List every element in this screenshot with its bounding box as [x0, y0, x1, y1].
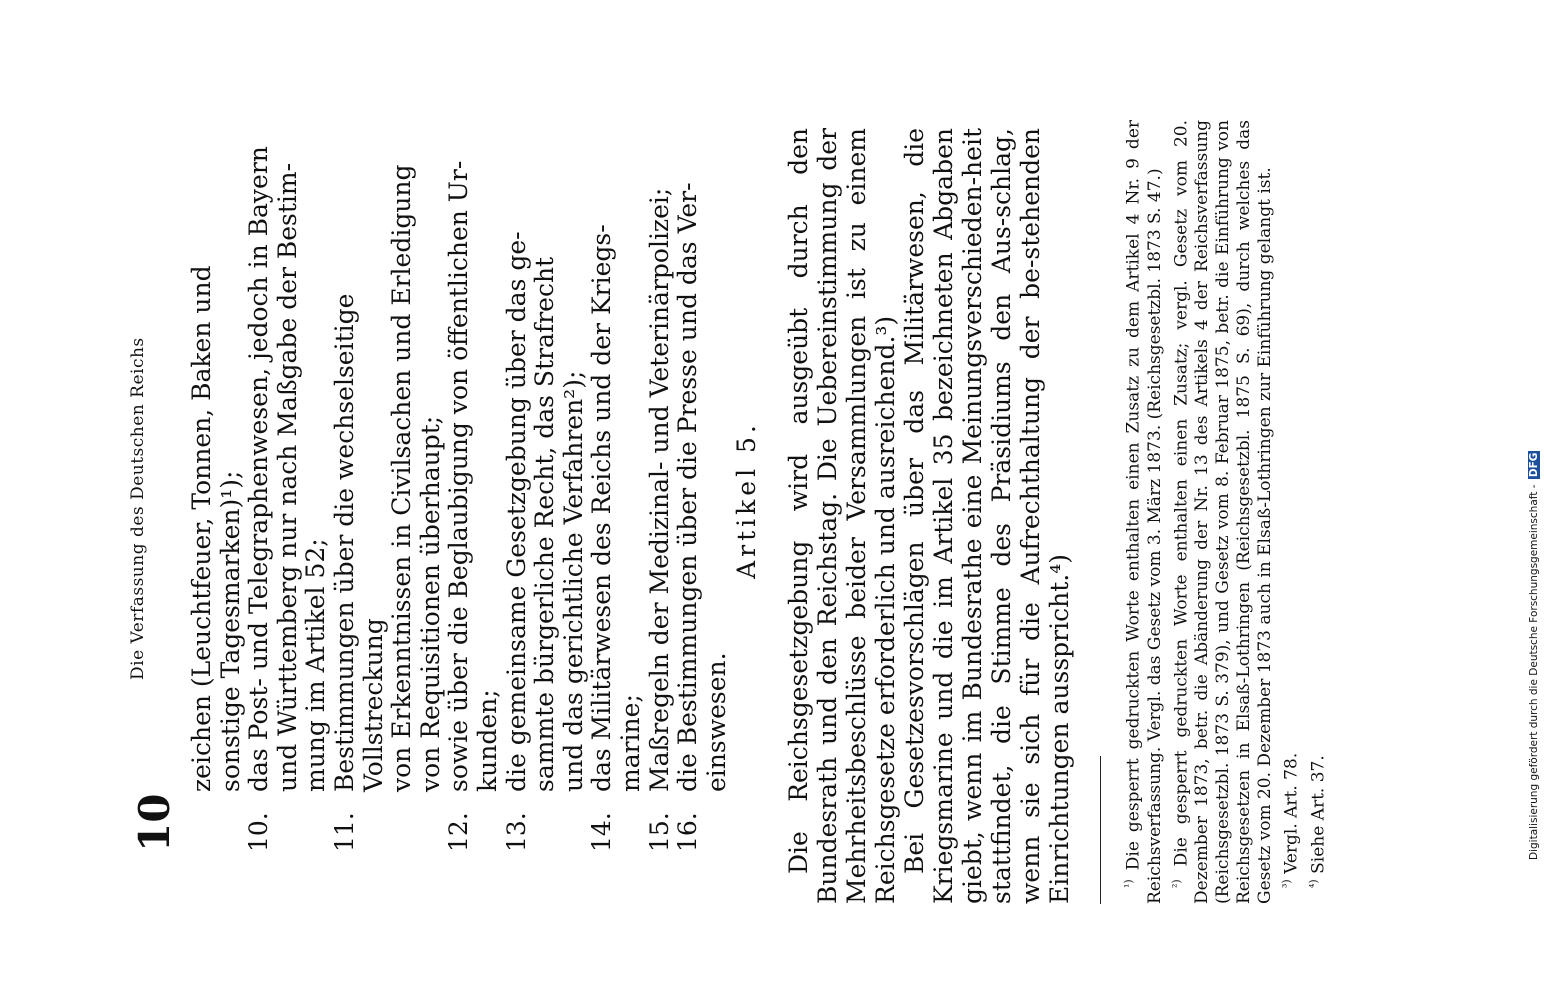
list-item-line: marine; [615, 694, 645, 792]
list-item-line: sammte bürgerliche Recht, das Strafrecht [530, 256, 560, 792]
list-item-number: 15. [644, 812, 674, 852]
footnote [1166, 120, 1277, 904]
list-item-line: und das gerichtliche Verfahren²); [558, 370, 588, 792]
article-paragraph: Die Reichsgesetzgebung wird ausgeübt durch den Bundesrath und den Reichstag. Die Uebereinstimmung der Mehrheitsbeschlüsse beider Versammlungen ist zu einem Reichsgesetze erforderlich und ausreichend.³) [784, 128, 900, 904]
list-item [588, 132, 645, 852]
list-item-line: von Erkenntnissen in Civilsachen und Erledigung [387, 164, 417, 792]
list-item-number: 16. [673, 812, 703, 852]
list-item [674, 132, 731, 852]
footnote-mark: ²) [1169, 879, 1183, 888]
running-head: Die Verfassung des Deutschen Reichs [128, 337, 148, 680]
list-item-line: von Requisitionen überhaupt; [415, 415, 445, 792]
list-item-line: das Militärwesen des Reichs und der Kriegs- [587, 224, 617, 792]
list-lead-line: zeichen (Leuchtfeuer, Tonnen, Baken und [187, 265, 216, 792]
list-item [646, 132, 675, 852]
list-item-line: die Bestimmungen über die Presse und das Ver- [673, 182, 703, 792]
page-number: 10 [130, 793, 179, 852]
list-item-line: einswesen. [701, 652, 731, 792]
list-item [331, 132, 445, 852]
list-item-number: 11. [329, 812, 359, 852]
dfg-logo: DFG [1528, 452, 1540, 478]
footnote-text: Siehe Art. 37. [1308, 755, 1329, 874]
footnote [1303, 120, 1330, 904]
footnotes [1118, 120, 1330, 904]
footnote-mark: ¹) [1122, 879, 1135, 888]
list-item-line: Maßregeln der Medizinal- und Veterinärpolizei; [644, 187, 674, 792]
list-item-line: die gemeinsame Gesetzgebung über das ge- [501, 231, 531, 792]
digitization-credit [1528, 0, 1540, 860]
footnote-mark: ⁴) [1306, 879, 1320, 888]
list-item-line: mung im Artikel 52; [301, 538, 331, 792]
article-heading: Artikel 5. [732, 421, 761, 579]
footnote-text: Die gesperrt gedruckten Worte enthalten einen Zusatz; vergl. Gesetz vom 20. Dezember 1873, betr. die Abänderung der Nr. 13 des Artikels 4 der Reichsverfassung (Reichsgesetzbl. 1873 S. 379), und Gesetz vom 8. Februar 1875, betr. die Einführung von Reichsgesetzen in Elsaß-Lothringen (Reichsgesetzbl. 1875 S. 69), durch welches das Gesetz vom 20. Dezember 1873 auch in Elsaß-Lothringen zur Einführung gelangt ist. [1171, 120, 1276, 904]
footnote [1276, 120, 1303, 904]
list-item [445, 132, 502, 852]
credit-text: Digitalisierung gefördert durch die Deutsche Forschungsgemeinschaft - [1528, 484, 1540, 860]
list-item-line: kunden; [472, 689, 502, 792]
list-item-number: 13. [501, 812, 531, 852]
footnote-text: Die gesperrt gedruckten Worte enthalten einen Zusatz zu dem Artikel 4 Nr. 9 der Reichsverfassung. Vergl. das Gesetz vom 3. März 1873. (Reichsgesetzbl. 1873 S. 47.) [1123, 119, 1165, 904]
list-lead-line: sonstige Tagesmarken)¹); [215, 470, 245, 792]
list-item-line: das Post- und Telegraphenwesen, jedoch in Bayern [244, 146, 274, 792]
list-item-number: 10. [244, 812, 274, 852]
article-paragraph: Bei Gesetzesvorschlägen über das Militärwesen, die Kriegsmarine und die im Artikel 35 bezeichneten Abgaben giebt, wenn im Bundesrathe eine Meinungsverschieden-heit stattfindet, die Stimme des Präsidiums den Aus-schlag, wenn sie sich für die Aufrechthaltung der be-stehenden Einrichtungen ausspricht.⁴) [900, 128, 1074, 904]
list-item [245, 132, 331, 852]
footnote-text: Vergl. Art. 78. [1281, 752, 1302, 874]
footnote [1118, 120, 1166, 904]
footnote-divider [1100, 756, 1101, 904]
footnote-mark: ³) [1280, 879, 1294, 888]
list-item [503, 132, 589, 852]
list-item-line: Bestimmungen über die wechselseitige Vollstreckung [329, 293, 388, 792]
article-body [784, 128, 1074, 904]
list-item-line: sowie über die Beglaubigung von öffentlichen Ur- [444, 160, 474, 792]
list-item-line: und Württemberg nur nach Maßgabe der Bestim- [272, 162, 302, 792]
list-item-number: 14. [587, 812, 617, 852]
enumerated-list [188, 132, 731, 852]
list-item-number: 12. [444, 812, 474, 852]
